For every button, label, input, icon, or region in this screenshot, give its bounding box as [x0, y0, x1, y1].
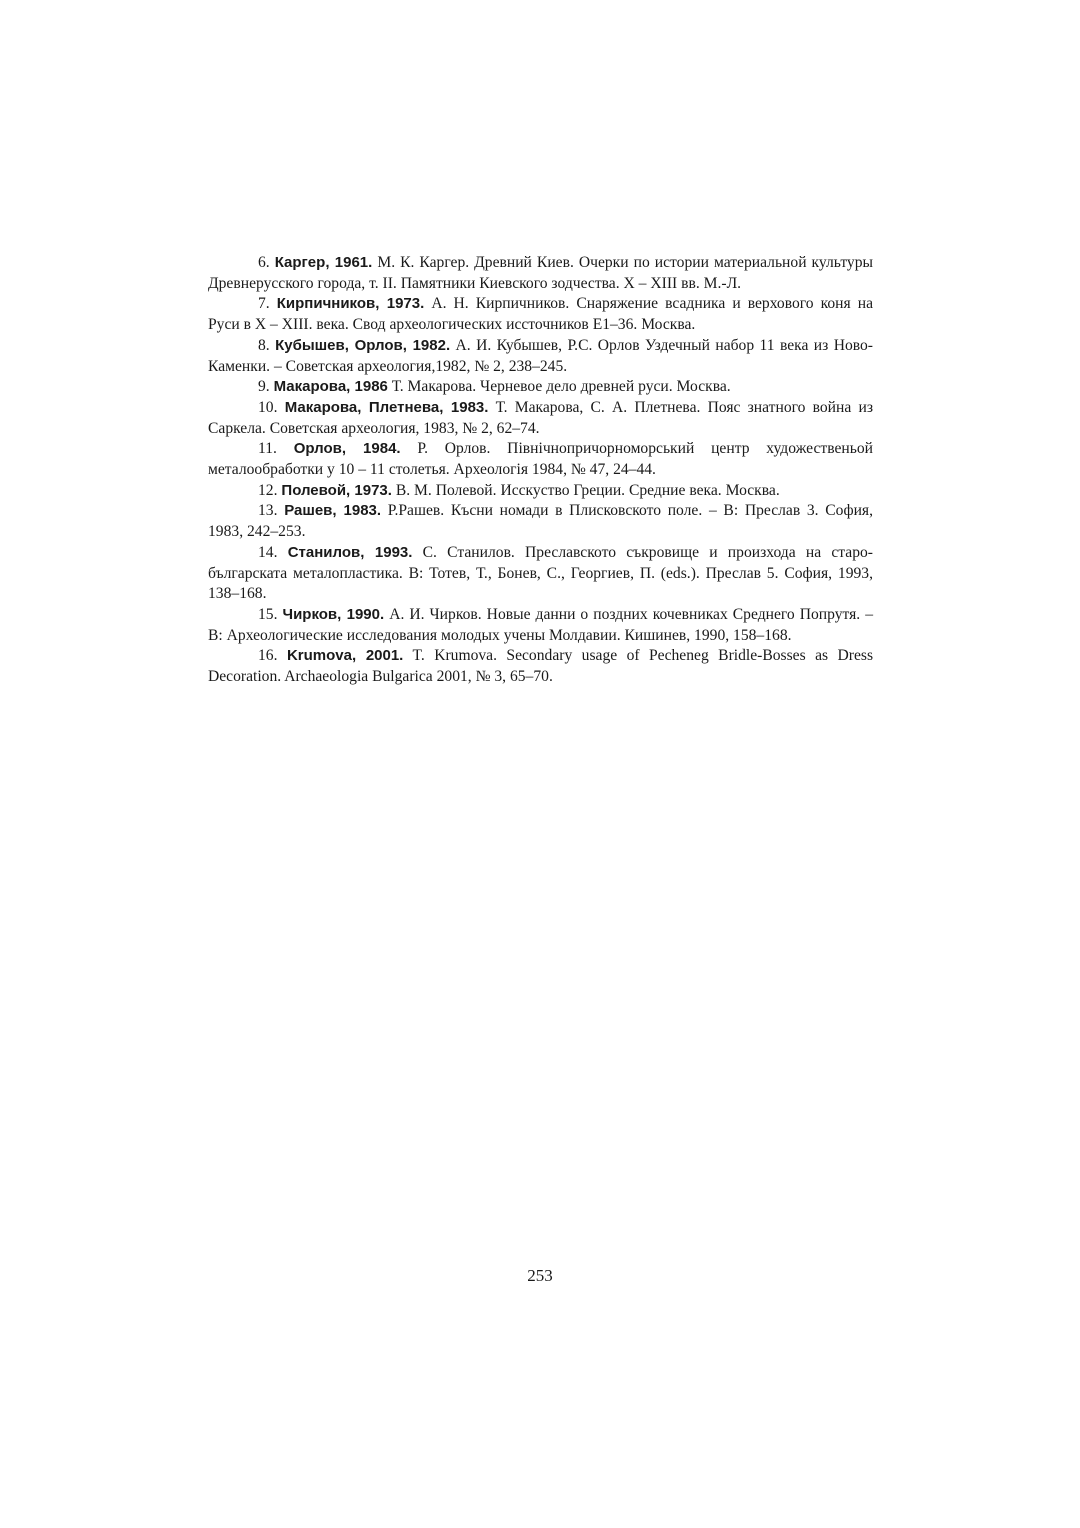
reference-item — [208, 336, 873, 377]
reference-text: Т. Макарова. Черневое дело древней руси. Москва. — [391, 378, 731, 396]
reference-item — [208, 377, 873, 398]
reference-key: Чирков, 1990. — [282, 605, 385, 623]
reference-item — [208, 481, 873, 502]
reference-item — [208, 501, 873, 542]
reference-text: А. Н. Кирпичников. Снаряжение всадника и верхового коня на Руси в X – XIII. века. Свод археологических исcточников Е1–36. Москва. — [208, 295, 874, 334]
reference-key: Кирпичников, 1973. — [276, 295, 425, 313]
reference-key: Krumova, 2001. — [286, 647, 404, 665]
reference-key: Станилов, 1993. — [287, 543, 413, 561]
reference-number: 7. — [258, 295, 270, 313]
reference-item — [208, 294, 873, 335]
reference-number: 8. — [258, 336, 270, 354]
reference-text: Р.Рашев. Късни номади в Плисковското поле. – В: Преслав 3. София, 1983, 242–253. — [208, 502, 873, 541]
reference-number: 11. — [258, 440, 277, 458]
reference-number: 15. — [258, 605, 278, 623]
reference-key: Рашев, 1983. — [284, 502, 382, 520]
reference-number: 6. — [258, 254, 270, 271]
reference-item — [208, 398, 873, 439]
reference-key: Макарова, 1986 — [273, 378, 388, 396]
reference-number: 13. — [258, 502, 278, 520]
reference-text: А. И. Чирков. Новые данни о поздних кочевниках Среднего Попрутя. – В: Археологические исследования молодых учены Молдавии. Кишинев, 1990, 158–168. — [208, 605, 874, 644]
reference-text: T. Krumova. Secondary usage of Pecheneg Bridle-Bosses as Dress Decoration. Archaeologia Bulgarica 2001, № 3, 65–70. — [208, 647, 874, 686]
page-number: 253 — [527, 1266, 553, 1285]
reference-number: 10. — [258, 398, 278, 416]
reference-key: Кубышев, Орлов, 1982. — [275, 336, 451, 354]
reference-text: С. Станилов. Преславското съкровище и произхода на старо-българската металопластика. В: Тотев, Т., Бонев, С., Георгиев, П. (eds.). Преслав 5. София, 1993, 138–168. — [208, 543, 873, 603]
reference-number: 9. — [258, 378, 270, 396]
reference-text: В. М. Полевой. Исскуство Греции. Средние века. Москва. — [395, 481, 780, 499]
reference-text: Т. Макарова, С. А. Плетнева. Пояс знатного война из Саркела. Советская археология, 1983, № 2, 62–74. — [208, 398, 873, 437]
reference-key: Каргер, 1961. — [274, 254, 373, 271]
reference-key: Макарова, Плетнева, 1983. — [284, 398, 489, 416]
reference-text: А. И. Кубышев, Р.С. Орлов Уздечный набор 11 века из Ново-Каменки. – Советская археология,1982, № 2, 238–245. — [208, 336, 873, 375]
reference-number: 16. — [258, 647, 278, 665]
reference-list — [208, 253, 873, 688]
reference-number: 12. — [258, 481, 278, 499]
reference-item — [208, 439, 873, 480]
reference-text: М. К. Каргер. Древний Киев. Очерки по истории материальной культуры Древнерусского города, т. II. Памятники Киевского зодчества. X – XIII вв. М.-Л. — [208, 254, 873, 292]
reference-number: 14. — [258, 543, 278, 561]
reference-item — [208, 646, 873, 687]
reference-key: Полевой, 1973. — [281, 481, 392, 499]
reference-key: Орлов, 1984. — [293, 440, 401, 458]
reference-text: Р. Орлов. Північнопричорноморський центр художественьой металообработки у 10 – 11 столетья. Археологія 1984, № 47, 24–44. — [208, 440, 874, 479]
reference-item — [208, 605, 873, 646]
reference-item — [208, 253, 873, 294]
reference-item — [208, 543, 873, 605]
